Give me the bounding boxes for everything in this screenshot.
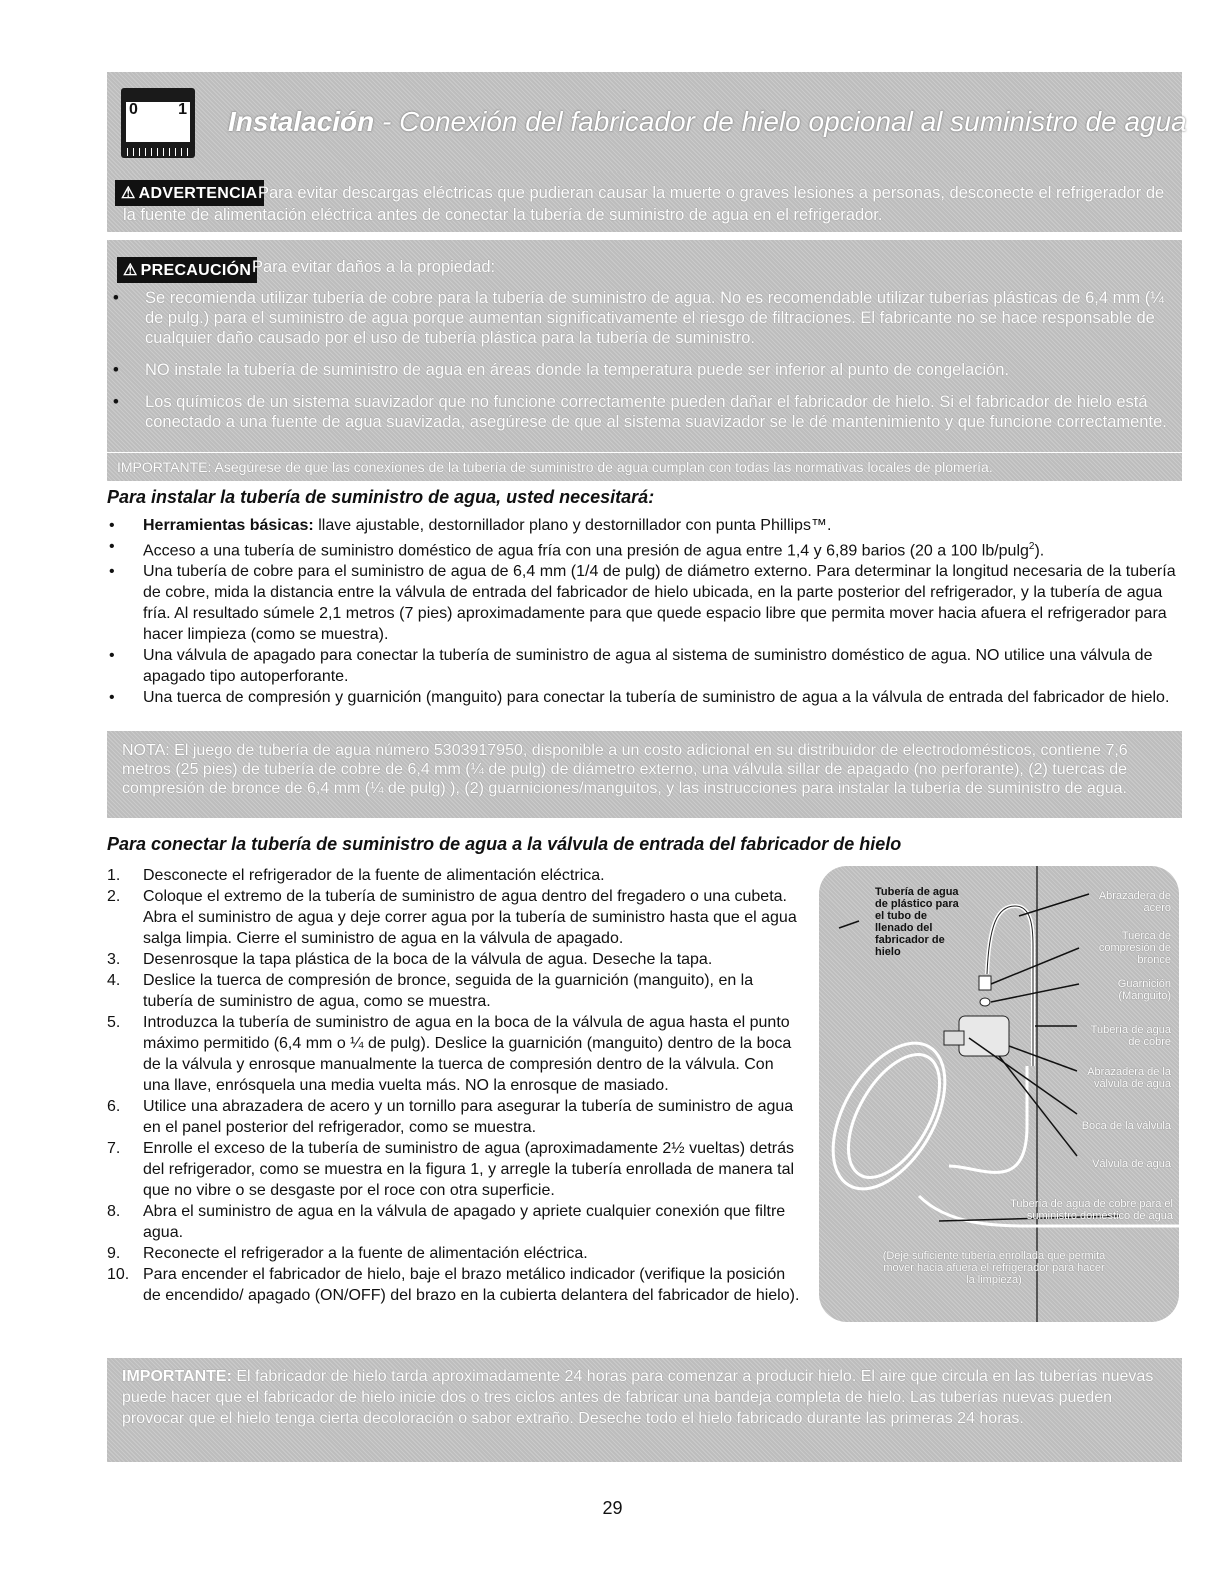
label-steel-clamp: Abrazadera de acero	[1098, 890, 1171, 914]
caution-list	[107, 288, 1179, 444]
step-item	[107, 1138, 802, 1201]
list-item	[107, 536, 1182, 561]
step-item	[107, 1243, 802, 1264]
step-text: Utilice una abrazadera de acero y un tornillo para asegurar la tubería de suministro de agua en el panel posterior del refrigerador, como se muestra.	[143, 1098, 794, 1136]
section-title-needs: Para instalar la tubería de suministro de agua, usted necesitará:	[107, 487, 655, 507]
diagram-copper-line	[949, 1066, 1027, 1172]
list-item: • Una tuerca de compresión y guarnición (manguito) para conectar la tubería de suministro de agua a la válvula de entrada del fabricador de hielo.	[107, 687, 1182, 708]
step-number: 2.	[107, 888, 121, 905]
step-number: 6.	[107, 1098, 121, 1115]
diagram-pointer	[1019, 894, 1089, 916]
step-text: Enrolle el exceso de la tubería de suministro de agua (aproximadamente 2½ vueltas) detrás del refrigerador, como se muestra en la figura 1, y arregle la tubería enrollada de manera tal que no vibre o se desgaste por el roce con otra superficie.	[143, 1140, 795, 1199]
section-title-connect: Para conectar la tubería de suministro de agua a la válvula de entrada del fabricador de hielo	[107, 834, 902, 854]
step-item	[107, 1201, 802, 1243]
important-lead: IMPORTANTE:	[122, 1368, 232, 1385]
label-valve-inlet: Boca de la válvula	[1081, 1120, 1171, 1132]
label-brass-nut: Tuerca de compresión de bronce	[1098, 930, 1171, 966]
step-number: 8.	[107, 1203, 121, 1220]
step-item	[107, 886, 802, 949]
step-item	[107, 865, 802, 886]
warning-badge-label: ADVERTENCIA	[138, 185, 258, 202]
list-item: • Una tubería de cobre para el suministro de agua de 6,4 mm (1/4 de pulg) de diámetro externo. Para determinar la longitud necesaria de la tubería de cobre, mida la distancia entre la válvula de entrada del fabricador de hielo ubicada, en la parte posterior del refrigerador, y la tubería de agua fría. Al resultado súmele 2,1 metros (7 pies) aproximadamente para que quede espacio libre que permita mover hacia afuera el refrigerador para hacer limpieza (como se muestra).	[107, 561, 1182, 645]
caution-heading: Para evitar daños a la propiedad:	[252, 258, 496, 276]
diagram-valve-inlet	[944, 1031, 964, 1045]
page-number: 29	[602, 1498, 623, 1518]
caution-item: • Se recomienda utilizar tubería de cobre para la tubería de suministro de agua. No es recomendable utilizar tuberías plásticas de 6,4 mm (¼ de pulg.) para el suministro de agua porque aumentan significativamente el riesgo de filtraciones. El fabricante no se hace responsable de cualquier daño causado por el uso de tubería plástica para la tubería de suministro.	[107, 288, 1179, 348]
needs-list	[107, 515, 1182, 708]
diagram-coil-1	[819, 1024, 968, 1208]
step-text: Coloque el extremo de la tubería de suministro de agua dentro del fregadero o una cubeta. Abra el suministro de agua y deje correr agua por la tubería de suministro hasta que el agua salga limpia. Cierre el suministro de agua en la válvula de apagado.	[143, 888, 797, 947]
step-number: 5.	[107, 1014, 121, 1031]
step-number: 7.	[107, 1140, 121, 1157]
list-item: • Una válvula de apagado para conectar la tubería de suministro de agua al sistema de suministro doméstico de agua. NO utilice una válvula de apagado tipo autoperforante.	[107, 645, 1182, 687]
step-text: Deslice la tuerca de compresión de bronce, seguida de la guarnición (manguito), en la tubería de suministro de agua, como se muestra.	[143, 972, 754, 1010]
diagram-pointer	[1009, 1046, 1077, 1071]
caution-badge-label: PRECAUCIÓN	[140, 262, 252, 279]
label-copper-to-home: Tubería de agua de cobre para el suministro doméstico de agua	[1010, 1198, 1173, 1222]
caution-triangle-icon: ⚠	[123, 262, 138, 279]
steps-list	[107, 865, 802, 1306]
step-text: Desenrosque la tapa plástica de la boca de la válvula de agua. Deseche la tapa.	[143, 951, 713, 968]
step-text: Reconecte el refrigerador a la fuente de alimentación eléctrica.	[143, 1245, 588, 1262]
list-item-bold: Herramientas básicas:	[143, 517, 314, 534]
ruler-number-0: 0	[129, 101, 138, 118]
label-valve-clamp: Abrazadera de la válvula de agua	[1087, 1066, 1171, 1090]
diagram-pointer	[839, 921, 859, 928]
ruler-number-1: 1	[178, 101, 187, 118]
caution-item: • NO instale la tubería de suministro de agua en áreas donde la temperatura puede ser inferior al punto de congelación.	[107, 360, 1179, 380]
list-item-text: Acceso a una tubería de suministro doméstico de agua fría con una presión de agua entre 1,4 y 6,89 barios (20 a 100 lb/pulg	[143, 542, 1029, 560]
important-body: El fabricador de hielo tarda aproximadamente 24 horas para comenzar a producir hielo. El aire que circula en las tuberías nuevas puede hacer que el fabricador de hielo inicie dos o tres ciclos antes de fabricar una bandeja completa de hielo. Las tuberías nuevas pueden provocar que el hielo tenga cierta decoloración o sabor extraño. Deseche todo el hielo fabricado durante las primeras 24 horas.	[122, 1368, 1154, 1427]
step-number: 3.	[107, 951, 121, 968]
diagram-sleeve	[980, 998, 990, 1006]
step-text: Desconecte el refrigerador de la fuente de alimentación eléctrica.	[143, 867, 605, 884]
label-water-valve: Válvula de agua	[1092, 1158, 1171, 1170]
step-item	[107, 970, 802, 1012]
step-item	[107, 949, 802, 970]
step-item	[107, 1264, 802, 1306]
list-item	[107, 515, 1182, 536]
warning-text: Para evitar descargas eléctricas que pudieran causar la muerte o graves lesiones a personas, desconecte el refrigerador de la fuente de alimentación eléctrica antes de conectar la tubería de suministro de agua en el refrigerador.	[123, 184, 1165, 224]
page-title-sub: - Conexión del fabricador de hielo opcional al suministro de agua	[374, 106, 1187, 137]
important-note-plumbing	[107, 453, 1182, 481]
caution-badge	[117, 257, 257, 283]
warning-triangle-icon: ⚠	[121, 185, 136, 202]
step-item	[107, 1096, 802, 1138]
diagram-water-valve	[959, 1016, 1009, 1056]
step-number: 9.	[107, 1245, 121, 1262]
important-note-plumbing-text: IMPORTANTE: Asegúrese de que las conexiones de la tubería de suministro de agua cumplan con todas las normativas locales de plomería.	[117, 459, 993, 475]
diagram-compression-nut	[979, 976, 991, 990]
step-number: 10.	[107, 1266, 130, 1283]
label-plastic-tube: Tubería de agua de plástico para el tubo de llenado del fabricador de hielo	[875, 886, 959, 958]
note-text: NOTA: El juego de tubería de agua número 5303917950, disponible a un costo adicional en su distribuidor de electrodomésticos, contiene 7,6 metros (25 pies) de tubería de cobre de 6,4 mm (¼ de pulg) de diámetro externo, una válvula sillar de apagado (no perforante), (2) tuercas de compresión de bronce de 6,4 mm (¼ de pulg) ), (2) guarniciones/manguitos, y las instrucciones para instalar la tubería de suministro de agua.	[122, 742, 1128, 797]
superscript: 2	[1028, 541, 1035, 552]
ruler-icon	[121, 88, 195, 158]
label-copper-line: Tubería de agua de cobre	[1090, 1024, 1171, 1048]
important-note-ice	[107, 1358, 1182, 1462]
list-item-text: ).	[1034, 542, 1045, 560]
page-title	[228, 106, 1187, 138]
caution-box	[107, 240, 1182, 452]
label-coil-note: (Deje suficiente tubería enrollada que permita mover hacia afuera el refrigerador para hacer la limpieza)	[882, 1250, 1106, 1286]
page-title-main: Instalación	[228, 106, 375, 137]
step-text: Introduzca la tubería de suministro de agua en la boca de la válvula de agua hasta el punto máximo permitido (6,4 mm o ¼ de pulg). Deslice la guarnición (manguito) dentro de la boca de la válvula y enrosque manualmente la tuerca de compresión dentro de la válvula. Con una llave, enrósquela una media vuelta más. NO la enrosque de masiado.	[143, 1014, 792, 1094]
note-box	[107, 731, 1182, 818]
caution-item: • Los químicos de un sistema suavizador que no funcione correctamente pueden dañar el fabricador de hielo. Si el fabricador de hielo está conectado a una fuente de agua suavizada, asegúrese de que al sistema suavizador se le dé mantenimiento y que funcione correctamente.	[107, 392, 1179, 432]
diagram-pointer	[969, 1038, 1077, 1114]
water-line-installation-diagram	[819, 866, 1179, 1322]
warning-box	[107, 172, 1182, 232]
step-number: 4.	[107, 972, 121, 989]
important-note-ice-text	[122, 1366, 1172, 1429]
list-item-text: llave ajustable, destornillador plano y destornillador con punta Phillips™.	[313, 517, 832, 534]
step-text: Abra el suministro de agua en la válvula de apagado y apriete cualquier conexión que filtre agua.	[143, 1203, 786, 1241]
step-item	[107, 1012, 802, 1096]
label-sleeve: Guarnición (Manguito)	[1117, 978, 1171, 1002]
step-number: 1.	[107, 867, 121, 884]
step-text: Para encender el fabricador de hielo, baje el brazo metálico indicador (verifique la posición de encendido/ apagado (ON/OFF) del brazo en la cubierta delantera del fabricador de hielo).	[143, 1266, 800, 1304]
